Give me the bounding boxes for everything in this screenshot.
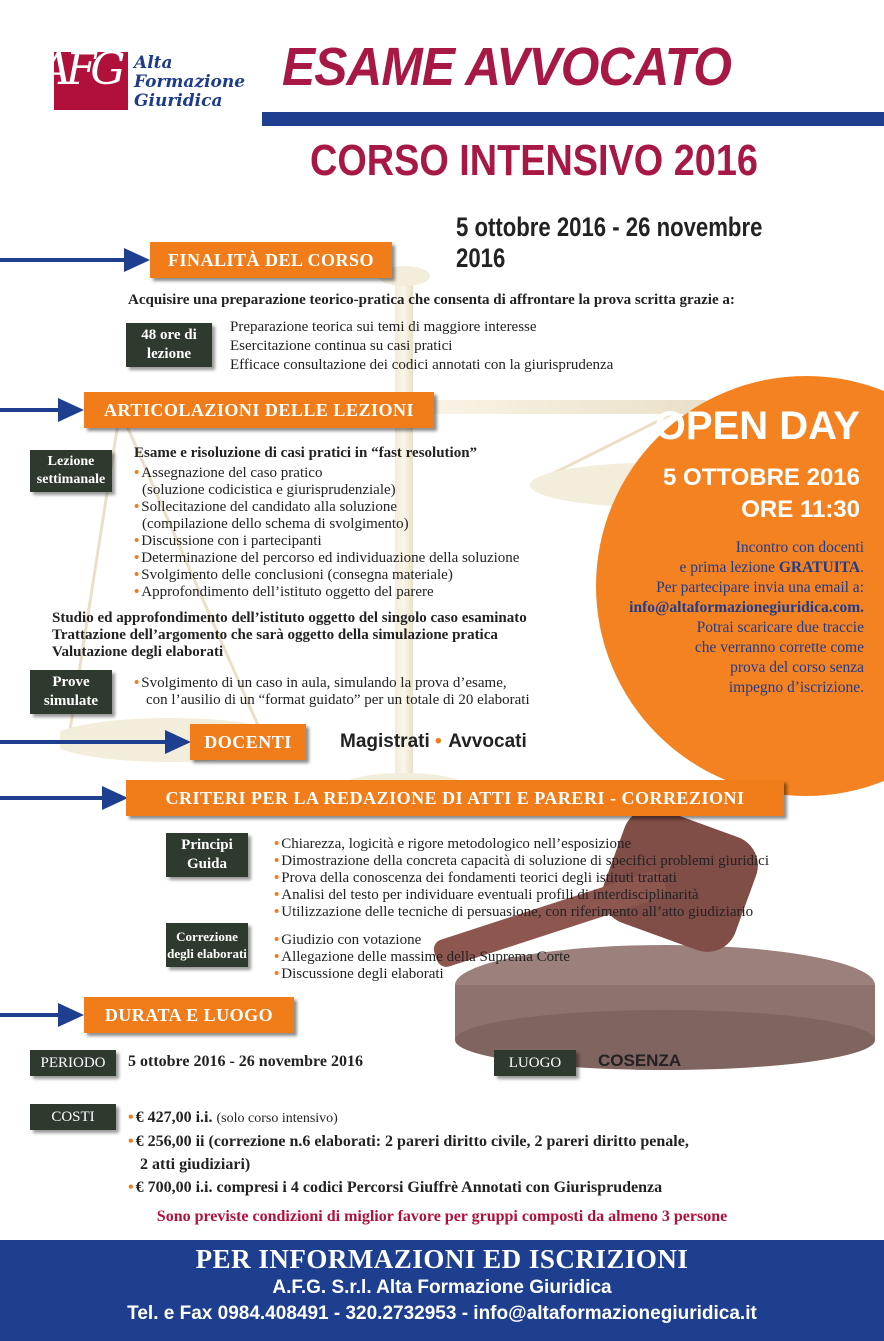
- list-item: Efficace consultazione dei codici annotati con la giurisprudenza: [230, 357, 614, 373]
- principi-list: [274, 836, 769, 921]
- arrow-line: [0, 408, 60, 412]
- cost-item: • € 427,00 i.i. (solo corso intensivo): [128, 1109, 338, 1126]
- list-item: • Svolgimento di un caso in aula, simulando la prova d’esame,: [134, 675, 507, 691]
- title-divider: [262, 112, 884, 126]
- list-item: (soluzione codicistica e giurisprudenziale): [142, 482, 396, 498]
- page-title: ESAME AVVOCATO: [282, 37, 732, 97]
- arrow-icon: [124, 248, 150, 272]
- list-item: • Discussione con i partecipanti: [134, 533, 322, 549]
- footer-company: A.F.G. S.r.l. Alta Formazione Giuridica: [272, 1277, 612, 1298]
- articolazioni-list: [134, 465, 519, 601]
- section-criteri: CRITERI PER LA REDAZIONE DI ATTI E PARERI - CORREZIONI: [126, 780, 784, 816]
- open-day-line: impegno d’iscrizione.: [728, 679, 864, 696]
- bold-line: Valutazione degli elaborati: [52, 644, 224, 660]
- arrow-icon: [58, 1003, 84, 1027]
- list-item: • Determinazione del percorso ed individuazione della soluzione: [134, 550, 520, 566]
- arrow-line: [0, 258, 128, 262]
- label-periodo: PERIODO: [30, 1050, 116, 1076]
- costi-list: [128, 1106, 689, 1199]
- arrow-icon: [102, 786, 128, 810]
- logo-text: Alta Formazione Giuridica: [134, 53, 246, 111]
- list-item: con l’ausilio di un “format guidato” per un totale di 20 elaborati: [146, 692, 530, 708]
- open-day-date: 5 OTTOBRE 2016: [663, 464, 860, 491]
- list-item: Esercitazione continua su casi pratici: [230, 338, 453, 354]
- open-day-line: Incontro con docenti: [735, 539, 864, 556]
- list-item: • Chiarezza, logicità e rigore metodologico nell’esposizione: [274, 836, 632, 852]
- arrow-icon: [165, 730, 191, 754]
- open-day-line: Potrai scaricare due traccie: [696, 619, 864, 636]
- list-item: • Allegazione delle massime della Suprema Corte: [274, 949, 570, 965]
- bold-line: Studio ed approfondimento dell’istituto oggetto del singolo caso esaminato: [52, 610, 527, 626]
- list-item: • Prova della conoscenza dei fondamenti teorici degli istituti trattati: [274, 870, 677, 886]
- label-correzione-elaborati: Correzione degli elaborati: [166, 923, 248, 967]
- arrow-line: [0, 796, 104, 800]
- open-day-email[interactable]: info@altaformazionegiuridica.com.: [629, 599, 864, 616]
- open-day-line: prova del corso senza: [730, 659, 864, 676]
- list-item: • Discussione degli elaborati: [274, 966, 444, 982]
- finalita-intro: Acquisire una preparazione teorico-pratica che consenta di affrontare la prova scritta grazie a:: [128, 292, 735, 308]
- finalita-list: [230, 318, 613, 375]
- list-item: (compilazione dello schema di svolgimento): [142, 516, 409, 532]
- arrow-line: [0, 740, 168, 744]
- bold-line: Trattazione dell’argomento che sarà oggetto della simulazione pratica: [52, 627, 498, 643]
- arrow-icon: [58, 398, 84, 422]
- footer: [0, 1240, 884, 1341]
- open-day-datetime: [663, 462, 860, 526]
- arrow-line: [0, 1013, 60, 1017]
- correzione-list: [274, 932, 570, 983]
- section-durata: DURATA E LUOGO: [84, 997, 294, 1033]
- logo-letters: AFG: [40, 44, 120, 95]
- list-item: Preparazione teorica sui temi di maggiore interesse: [230, 319, 537, 335]
- section-finalita: FINALITÀ DEL CORSO: [150, 242, 392, 278]
- page-subtitle: CORSO INTENSIVO 2016: [310, 136, 758, 185]
- list-item: • Analisi del testo per individuare eventuali profili di interdisciplinarità: [274, 887, 699, 903]
- label-48-ore: 48 ore di lezione: [126, 323, 212, 367]
- open-day-line: e prima lezione GRATUITA.: [679, 559, 864, 576]
- list-item: • Giudizio con votazione: [274, 932, 422, 948]
- list-item: • Approfondimento dell’istituto oggetto del parere: [134, 584, 434, 600]
- docenti-list: Magistrati • Avvocati: [340, 731, 527, 752]
- articolazioni-intro: Esame e risoluzione di casi pratici in “fast resolution”: [134, 445, 478, 461]
- section-articolazioni: ARTICOLAZIONI DELLE LEZIONI: [84, 392, 434, 428]
- course-dates: 5 ottobre 2016 - 26 novembre 2016: [456, 212, 763, 273]
- open-day-line: Per partecipare invia una email a:: [656, 579, 864, 596]
- footer-contacts[interactable]: Tel. e Fax 0984.408491 - 320.2732953 - info@altaformazionegiuridica.it: [127, 1303, 757, 1324]
- footer-title: PER INFORMAZIONI ED ISCRIZIONI: [195, 1244, 689, 1274]
- list-item: • Dimostrazione della concreta capacità di soluzione di specifici problemi giuridici: [274, 853, 769, 869]
- open-day-description: [574, 538, 864, 698]
- prove-text: [134, 675, 530, 709]
- cost-item: • € 700,00 i.i. compresi i 4 codici Percorsi Giuffrè Annotati con Giurisprudenza: [128, 1179, 663, 1196]
- cost-item: • € 256,00 ii (correzione n.6 elaborati: 2 pareri diritto civile, 2 pareri diritto penale,: [128, 1133, 689, 1150]
- open-day-time: ORE 11:30: [741, 496, 860, 523]
- label-costi: COSTI: [30, 1104, 116, 1130]
- list-item: • Svolgimento delle conclusioni (consegna materiale): [134, 567, 453, 583]
- list-item: • Utilizzazione delle tecniche di persuasione, con riferimento all’atto giudiziario: [274, 904, 754, 920]
- cost-item: 2 atti giudiziari): [140, 1156, 251, 1173]
- periodo-value: 5 ottobre 2016 - 26 novembre 2016: [128, 1053, 363, 1070]
- list-item: • Assegnazione del caso pratico: [134, 465, 323, 481]
- section-docenti: DOCENTI: [190, 724, 306, 760]
- label-luogo: LUOGO: [494, 1050, 576, 1076]
- group-note: Sono previste condizioni di miglior favore per gruppi composti da almeno 3 persone: [156, 1208, 728, 1225]
- articolazioni-bold-lines: [52, 610, 527, 661]
- label-principi-guida: Principi Guida: [166, 833, 248, 877]
- label-prove-simulate: Prove simulate: [30, 670, 112, 714]
- open-day-title: OPEN DAY: [654, 404, 860, 448]
- list-item: • Sollecitazione del candidato alla soluzione: [134, 499, 398, 515]
- open-day-line: che verranno corrette come: [694, 639, 864, 656]
- luogo-value: COSENZA: [598, 1051, 682, 1070]
- label-lezione-settimanale: Lezione settimanale: [30, 450, 112, 492]
